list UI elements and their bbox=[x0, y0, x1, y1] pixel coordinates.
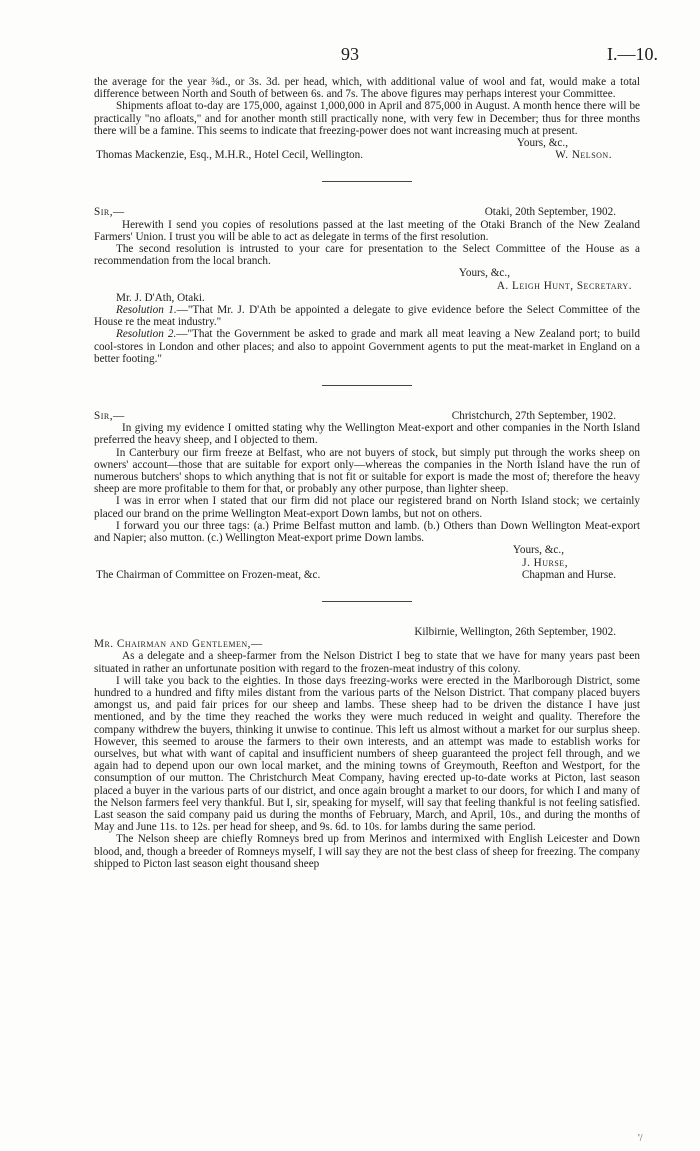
resolution-label: Resolution 1. bbox=[116, 304, 177, 317]
salutation: Sir,— bbox=[94, 410, 125, 423]
resolution-2 bbox=[94, 328, 640, 365]
signature: J. Hurse, bbox=[522, 556, 568, 569]
resolution-text: —"That Mr. J. D'Ath be appointed a delegate to give evidence before the Select Committee of the House re the meat industry." bbox=[94, 304, 640, 329]
resolution-text: —"That the Government be asked to grade and mark all meat leaving a New Zealand port; to build cool-stores in London and other places; and also to appoint Government agents to put the meat-market in England on a better footing." bbox=[94, 328, 640, 365]
letter-hurse bbox=[94, 410, 640, 581]
paragraph: The Nelson sheep are chiefly Romneys bred up from Merinos and intermixed with English Leicester and Down blood, and, though a breeder of Romneys myself, I will say they are not the best class of sheep for freezing. The company shipped to Picton last season eight thousand sheep bbox=[94, 833, 640, 870]
addressee: Thomas Mackenzie, Esq., M.H.R., Hotel Cecil, Wellington. bbox=[96, 149, 364, 162]
paragraph: the average for the year ⅜d., or 3s. 3d. per head, which, with additional value of wool and fat, would make a total difference between North and South of between 6s. and 7s. The above figures may perhaps interest your Committee. bbox=[94, 76, 640, 101]
firm-name: Chapman and Hurse. bbox=[521, 568, 616, 581]
paragraph: Shipments afloat to-day are 175,000, against 1,000,000 in April and 875,000 in August. A month hence there will be practically "no afloats," and for another month still practically none, with very few in December; thus for three months there will be a famine. This seems to indicate that freezing-power does not want increasing much at present. bbox=[94, 100, 640, 137]
closing: Yours, &c., bbox=[516, 137, 568, 150]
paragraph: I will take you back to the eighties. In those days freezing-works were erected in the Marlborough District, some hundred to a hundred and fifty miles distant from the various parts of the Nelson District. That company placed buyers amongst us, and paid fair prices for our sheep and lambs. These sheep had to be driven the distance I have just mentioned, and by the time they reached the works they were much reduced in weight and quality. Therefore the company withdrew the buyers, thinking it unwise to continue. This left us almost without a market for our surplus sheep. However, this seemed to arouse the farmers to their own interests, and an attempt was made to establish works for ourselves, but what with want of capital and insufficient numbers of sheep guaranteed the project fell through, and we again had to depend upon our own local market, and the mining towns of Greymouth, Reefton and Westport, for the consumption of our mutton. The Christchurch Meat Company, having erected up-to-date works at Picton, last season placed a buyer in the various parts of our district, and once again brought a market to our doors, for which I and many of the Nelson farmers feel very thankful. But I, sir, speaking for myself, will say that feeling thankful is not feeling satisfied. Last season the said company paid us during the months of February, March, and April, 10s., and during the months of May and June 11s. to 12s. per head for sheep, and 9s. 6d. to 10s. for lambs during the same period. bbox=[94, 674, 640, 834]
letter-nelson bbox=[94, 76, 640, 161]
document-reference: I.—10. bbox=[607, 44, 658, 64]
section-divider bbox=[322, 385, 412, 386]
dateline: Christchurch, 27th September, 1902. bbox=[451, 410, 616, 423]
signature: W. Nelson. bbox=[555, 149, 612, 162]
paragraph: I was in error when I stated that our firm did not place our registered brand on North Island stock; we certainly placed our brand on the prime Wellington Meat-export Down lambs, but not on others. bbox=[94, 495, 640, 520]
paragraph: I forward you our three tags: (a.) Prime Belfast mutton and lamb. (b.) Others than Down Wellington Meat-export and Napier; also mutton. (c.) Wellington Meat-export prime Down lambs. bbox=[94, 519, 640, 545]
letter-hunt bbox=[94, 206, 640, 365]
salutation: Sir,— bbox=[94, 206, 125, 219]
salutation: Mr. Chairman and Gentlemen,— bbox=[94, 638, 263, 651]
paragraph: In giving my evidence I omitted stating why the Wellington Meat-export and other companies in the North Island preferred the heavy sheep, and I objected to them. bbox=[94, 422, 640, 447]
dateline: Otaki, 20th September, 1902. bbox=[484, 206, 616, 219]
addressee: The Chairman of Committee on Frozen-meat, &c. bbox=[96, 568, 321, 581]
document-body bbox=[94, 76, 640, 870]
paragraph: Herewith I send you copies of resolutions passed at the last meeting of the Otaki Branch of the New Zealand Farmers' Union. I trust you will be able to act as delegate in terms of the first resolution. bbox=[94, 218, 640, 243]
addressee: Mr. J. D'Ath, Otaki. bbox=[116, 291, 205, 304]
closing: Yours, &c., bbox=[512, 544, 564, 557]
section-divider bbox=[322, 601, 412, 602]
dateline: Kilbirnie, Wellington, 26th September, 1902. bbox=[414, 625, 616, 638]
section-divider bbox=[322, 181, 412, 182]
resolution-label: Resolution 2. bbox=[116, 328, 177, 341]
paragraph: As a delegate and a sheep-farmer from the Nelson District I beg to state that we have for many years past been situated in rather an unfortunate position with regard to the frozen-meat industry of this colony. bbox=[94, 650, 640, 675]
closing: Yours, &c., bbox=[458, 267, 510, 280]
page-number: 93 bbox=[341, 44, 359, 64]
signature: A. Leigh Hunt, Secretary. bbox=[496, 279, 632, 292]
resolution-1 bbox=[94, 304, 640, 328]
paragraph: In Canterbury our firm freeze at Belfast, who are not buyers of stock, but simply put through the works sheep on owners' account—those that are suitable for export only—whereas the companies in the North Island have the run of numerous butchers' shops to which anything that is not fit or suitable for export is made the most of; therefore the heavy sheep are more profitable to them for that, or probably any other purpose, than lighter sheep. bbox=[94, 446, 640, 496]
paragraph: The second resolution is intrusted to your care for presentation to the Select Committee of the House as a recommendation from the local branch. bbox=[94, 243, 640, 268]
footer-mark: '/ bbox=[638, 1133, 643, 1144]
letter-delegate bbox=[94, 626, 640, 870]
